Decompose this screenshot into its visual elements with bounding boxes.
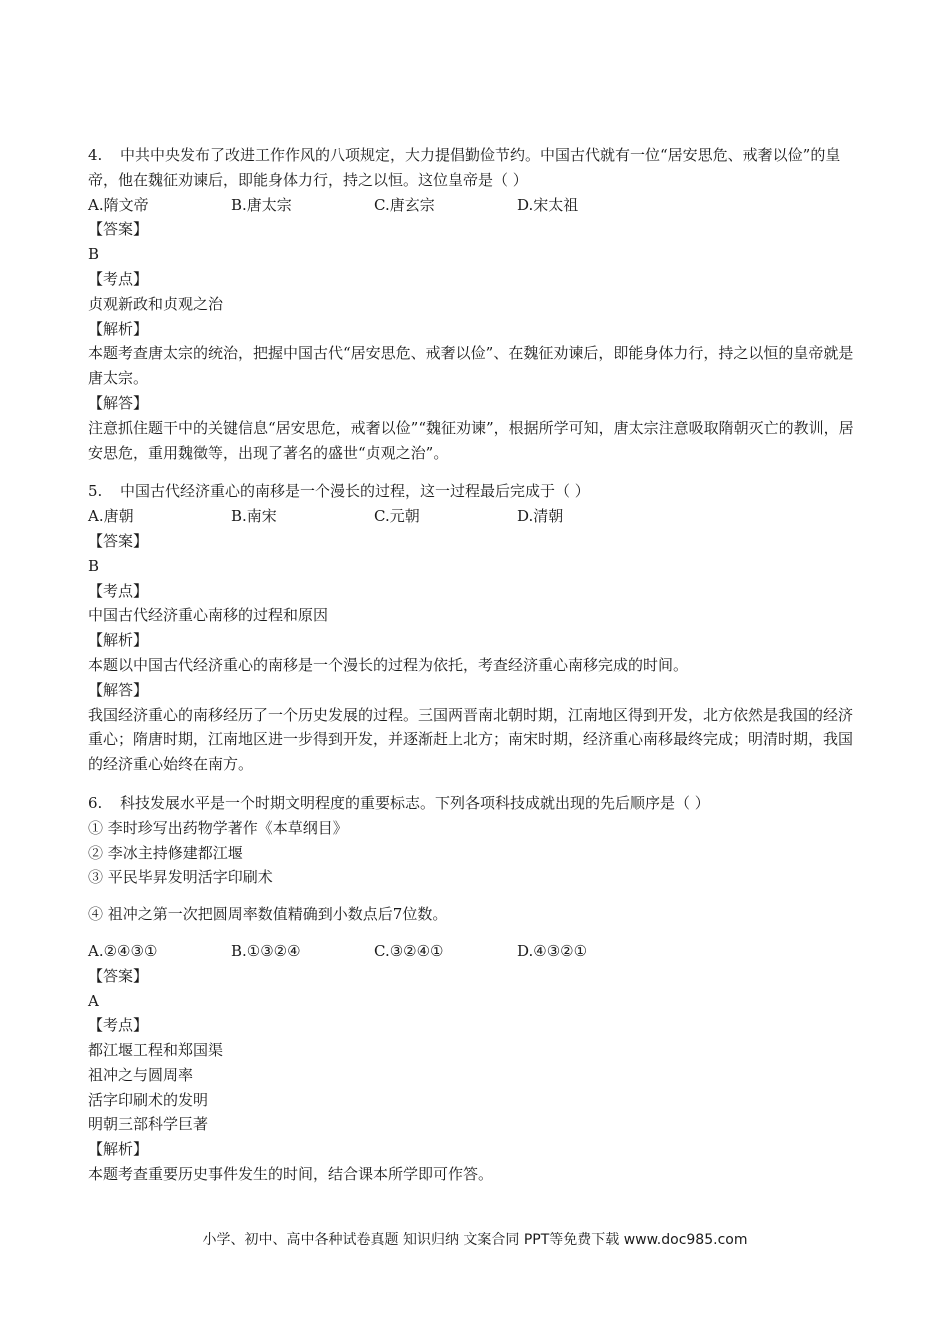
question-number: 5.: [88, 482, 103, 501]
kaodian-item: 明朝三部科学巨著: [88, 1115, 209, 1134]
kaodian-label: 【考点】: [88, 1016, 149, 1035]
jiexi-label: 【解析】: [88, 319, 149, 338]
option-c: C.唐玄宗: [374, 195, 435, 214]
jiexi-text: 本题考查重要历史事件发生的时间，结合课本所学即可作答。: [88, 1165, 494, 1184]
question-4: [88, 143, 863, 465]
statement-2: ② 李冰主持修建都江堰: [88, 843, 243, 862]
kaodian-label: 【考点】: [88, 581, 149, 600]
jieda-label: 【解答】: [88, 680, 149, 699]
kaodian-item: 都江堰工程和郑国渠: [88, 1041, 224, 1060]
jiexi-label: 【解析】: [88, 631, 149, 650]
statement-4: ④ 祖冲之第一次把圆周率数值精确到小数点后7位数。: [88, 905, 448, 924]
option-d: D.宋太祖: [517, 195, 579, 214]
option-a: A.隋文帝: [88, 195, 149, 214]
kaodian-item: 祖冲之与圆周率: [88, 1065, 194, 1084]
question-stem: 5. 中国古代经济重心的南移是一个漫长的过程，这一过程最后完成于（ ）: [88, 479, 863, 504]
answer-label: 【答案】: [88, 531, 149, 550]
kaodian-label: 【考点】: [88, 269, 149, 288]
option-b: B.南宋: [231, 507, 277, 526]
option-d: D.清朝: [517, 507, 564, 526]
kaodian-item: 活字印刷术的发明: [88, 1090, 209, 1109]
option-a: A.②④③①: [88, 941, 158, 960]
answer-label: 【答案】: [88, 220, 149, 239]
answer-value: B: [88, 245, 100, 264]
option-a: A.唐朝: [88, 507, 134, 526]
options-row: [88, 193, 863, 218]
kaodian-item: 贞观新政和贞观之治: [88, 294, 224, 313]
jiexi-text: 本题考查唐太宗的统治，把握中国古代“居安思危、戒奢以俭”、在魏征劝谏后，即能身体力行，持之以恒的皇帝就是唐太宗。: [88, 344, 854, 388]
option-c: C.③②④①: [374, 941, 444, 960]
option-d: D.④③②①: [517, 941, 588, 960]
answer-label: 【答案】: [88, 966, 149, 985]
options-row: [88, 939, 863, 964]
kaodian-item: 中国古代经济重心南移的过程和原因: [88, 606, 329, 625]
option-b: B.唐太宗: [231, 195, 292, 214]
jieda-text: 我国经济重心的南移经历了一个历史发展的过程。三国两晋南北朝时期，江南地区得到开发，北方依然是我国的经济重心；隋唐时期，江南地区进一步得到开发，并逐渐赶上北方；南宋时期，经济重心南移最终完成；明清时期，我国的经济重心始终在南方。: [88, 705, 854, 774]
question-number: 6.: [88, 793, 103, 812]
answer-value: B: [88, 556, 100, 575]
jiexi-text: 本题以中国古代经济重心的南移是一个漫长的过程为依托，考查经济重心南移完成的时间。: [88, 655, 689, 674]
question-5: [88, 479, 863, 777]
footer-banner: 小学、初中、高中各种试卷真题 知识归纳 文案合同 PPT等免费下载 www.doc985.com: [202, 1232, 748, 1248]
jieda-text: 注意抓住题干中的关键信息“居安思危，戒奢以俭”“魏征劝谏”，根据所学可知，唐太宗注意吸取隋朝灭亡的教训，居安思危，重用魏徵等，出现了著名的盛世“贞观之治”。: [88, 418, 854, 462]
statement-3: ③ 平民毕昇发明活字印刷术: [88, 868, 273, 887]
question-stem: 4. 中共中央发布了改进工作作风的八项规定，大力提倡勤俭节约。中国古代就有一位“居安思危、戒奢以俭”的皇帝，他在魏征劝谏后，即能身体力行，持之以恒。这位皇帝是（ ）: [88, 143, 863, 193]
option-c: C.元朝: [374, 507, 420, 526]
document-body: [88, 143, 863, 1187]
question-stem: 6. 科技发展水平是一个时期文明程度的重要标志。下列各项科技成就出现的先后顺序是（ ）: [88, 791, 863, 816]
answer-value: A: [88, 991, 99, 1010]
options-row: [88, 504, 863, 529]
statement-1: ① 李时珍写出药物学著作《本草纲目》: [88, 818, 348, 837]
jieda-label: 【解答】: [88, 393, 149, 412]
question-number: 4.: [88, 146, 103, 164]
jiexi-label: 【解析】: [88, 1140, 149, 1159]
question-6: [88, 791, 863, 1187]
option-b: B.①③②④: [231, 941, 301, 960]
